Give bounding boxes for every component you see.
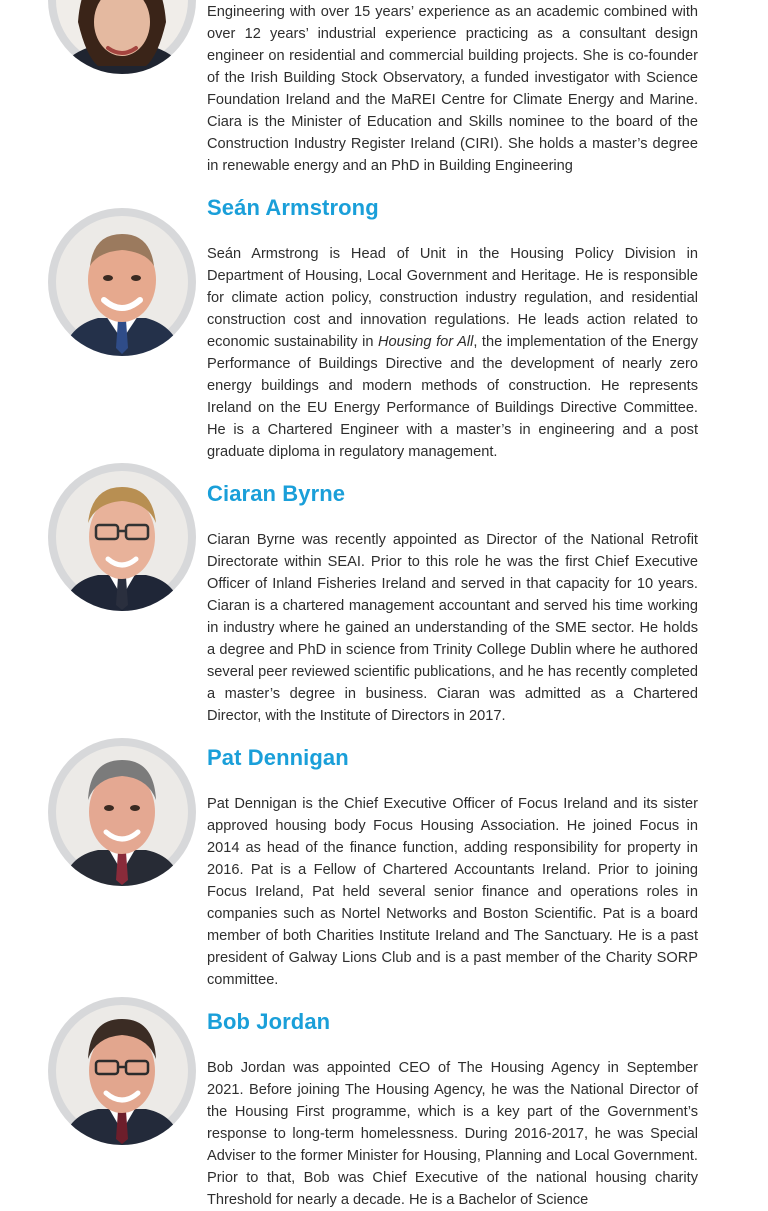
publication-title: Housing for All — [377, 334, 474, 350]
name-ciaran-byrne: Ciaran Byrne — [207, 481, 346, 506]
bio-ciaran-byrne: Ciaran Byrne was recently appointed as Director of the National Retrofit Directorate within SEAI. Prior to this role he was the first Chief Executive Officer of Inland Fisheries Ireland and served in that capacity for 10 years. Ciaran is a chartered management accountant and served his time working in industry where he gained an understanding of the SME sector. He holds a degree and PhD in science from Trinity College Dublin where he authored several peer reviewed scientific publications, and he has recently completed a master’s degree in business. Ciaran was admitted as a Chartered Director, with the Institute of Directors in 2017. — [207, 532, 698, 724]
bio-ciara: Engineering with over 15 years’ experience as an academic combined with over 12 years’ industrial experience practicing as a consultant design engineer on residential and commercial building projects. She is co-founder of the Irish Building Stock Observatory, a funded investigator with Science Foundation Ireland and the MaREI Centre for Climate Energy and Marine. Ciara is the Minister of Education and Skills nominee to the board of the Construction Industry Register Ireland (CIRI). She holds a master’s degree in renewable energy and an PhD in Building Engineering — [207, 4, 698, 174]
profile-photo-sean-armstrong — [48, 208, 196, 356]
profile-photo-pat-dennigan — [48, 738, 196, 886]
name-pat-dennigan: Pat Dennigan — [207, 745, 349, 770]
profile-photo-ciara — [48, 0, 196, 74]
portrait-image — [48, 463, 196, 611]
portrait-image — [48, 738, 196, 886]
portrait-image — [48, 0, 196, 74]
profile-photo-ciaran-byrne — [48, 463, 196, 611]
portrait-image — [48, 208, 196, 356]
bio-sean-armstrong: Seán Armstrong is Head of Unit in the Housing Policy Division in Department of Housing, Local Government and Heritage. He is responsible for climate action policy, construction industry regulation, and residential construction cost and innovation regulations. He leads action related to economic sustainability in Housing for All, the implementation of the Energy Performance of Buildings Directive and the development of nearly zero energy buildings and modern methods of construction. He represents Ireland on the EU Energy Performance of Buildings Directive Committee. He is a Chartered Engineer with a master’s in engineering and a post graduate diploma in regulatory management. — [207, 246, 698, 460]
portrait-image — [48, 997, 196, 1145]
bio-bob-jordan: Bob Jordan was appointed CEO of The Housing Agency in September 2021. Before joining The Housing Agency, he was the National Director of the Housing First programme, which is a key part of the Government’s response to long-term homelessness. During 2016-2017, he was Special Adviser to the former Minister for Housing, Planning and Local Government. Prior to that, Bob was Chief Executive of the national housing charity Threshold for nearly a decade. He is a Bachelor of Science — [207, 1060, 698, 1208]
name-bob-jordan: Bob Jordan — [207, 1009, 331, 1034]
bio-pat-dennigan: Pat Dennigan is the Chief Executive Officer of Focus Ireland and its sister approved housing body Focus Housing Association. He joined Focus in 2014 as head of the finance function, adding responsibility for property in 2016. Pat is a Fellow of Chartered Accountants Ireland. Prior to joining Focus Ireland, Pat held several senior finance and operations roles in companies such as Nortel Networks and Boston Scientific. Pat is a board member of both Charities Institute Ireland and The Sanctuary. He is a past president of Galway Lions Club and is a past member of the Charity SORP committee. — [207, 796, 698, 988]
profile-photo-bob-jordan — [48, 997, 196, 1145]
name-sean-armstrong: Seán Armstrong — [207, 195, 379, 220]
